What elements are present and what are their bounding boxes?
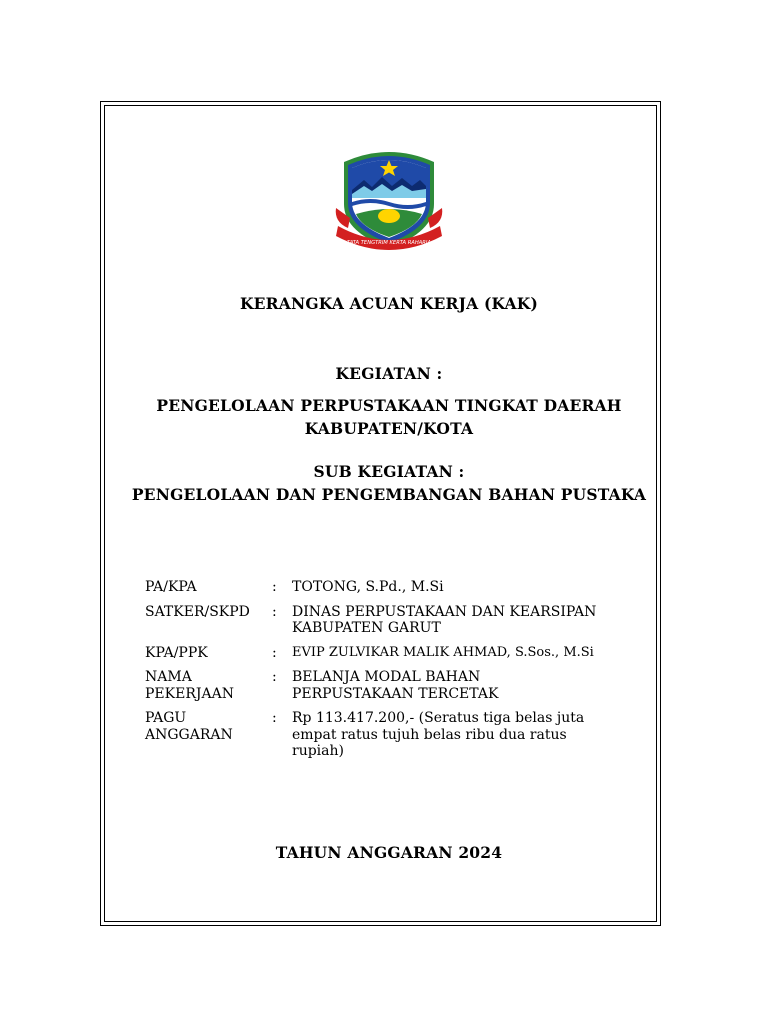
- detail-value: Rp 113.417.200,- (Seratus tiga belas juta empat ratus tujuh belas ribu dua ratus rupiah): [292, 710, 585, 759]
- detail-label: PA/KPA: [145, 579, 197, 595]
- kegiatan-name: [104, 394, 674, 440]
- detail-row-pa-kpa: [145, 579, 625, 596]
- detail-row-pagu-anggaran: [145, 710, 625, 760]
- document-title: KERANGKA ACUAN KERJA (KAK): [240, 294, 538, 313]
- garut-regency-emblem: [330, 144, 448, 256]
- detail-separator: :: [272, 710, 277, 726]
- sub-kegiatan-label: SUB KEGIATAN :: [313, 462, 465, 481]
- detail-separator: :: [272, 644, 277, 661]
- detail-row-satker-skpd: [145, 604, 625, 637]
- kegiatan-label: KEGIATAN :: [335, 364, 443, 383]
- detail-label: PAGU ANGGARAN: [145, 710, 233, 743]
- fiscal-year: TAHUN ANGGARAN 2024: [275, 843, 503, 862]
- detail-value: EVIP ZULVIKAR MALIK AHMAD, S.Sos., M.Si: [292, 644, 594, 660]
- detail-separator: :: [272, 669, 277, 685]
- detail-label: SATKER/SKPD: [145, 603, 250, 620]
- kegiatan-name-line-1: PENGELOLAAN PERPUSTAKAAN TINGKAT DAERAH: [156, 396, 622, 415]
- sub-kegiatan-name: PENGELOLAAN DAN PENGEMBANGAN BAHAN PUSTAKA: [131, 485, 647, 504]
- detail-value: TOTONG, S.Pd., M.Si: [292, 579, 444, 595]
- detail-separator: :: [272, 579, 277, 595]
- detail-row-nama-pekerjaan: [145, 669, 625, 702]
- detail-value: BELANJA MODAL BAHAN PERPUSTAKAAN TERCETAK: [292, 669, 499, 702]
- detail-separator: :: [272, 603, 277, 620]
- details-table: [145, 579, 625, 768]
- detail-value: DINAS PERPUSTAKAAN DAN KEARSIPAN KABUPATEN GARUT: [292, 603, 597, 636]
- kegiatan-name-line-2: KABUPATEN/KOTA: [304, 419, 474, 438]
- detail-row-kpa-ppk: [145, 645, 625, 662]
- detail-label: KPA/PPK: [145, 644, 208, 661]
- emblem-motto: TATA TENGTRIM KERTA RAHARJA: [347, 240, 431, 246]
- detail-label: NAMA PEKERJAAN: [145, 669, 234, 702]
